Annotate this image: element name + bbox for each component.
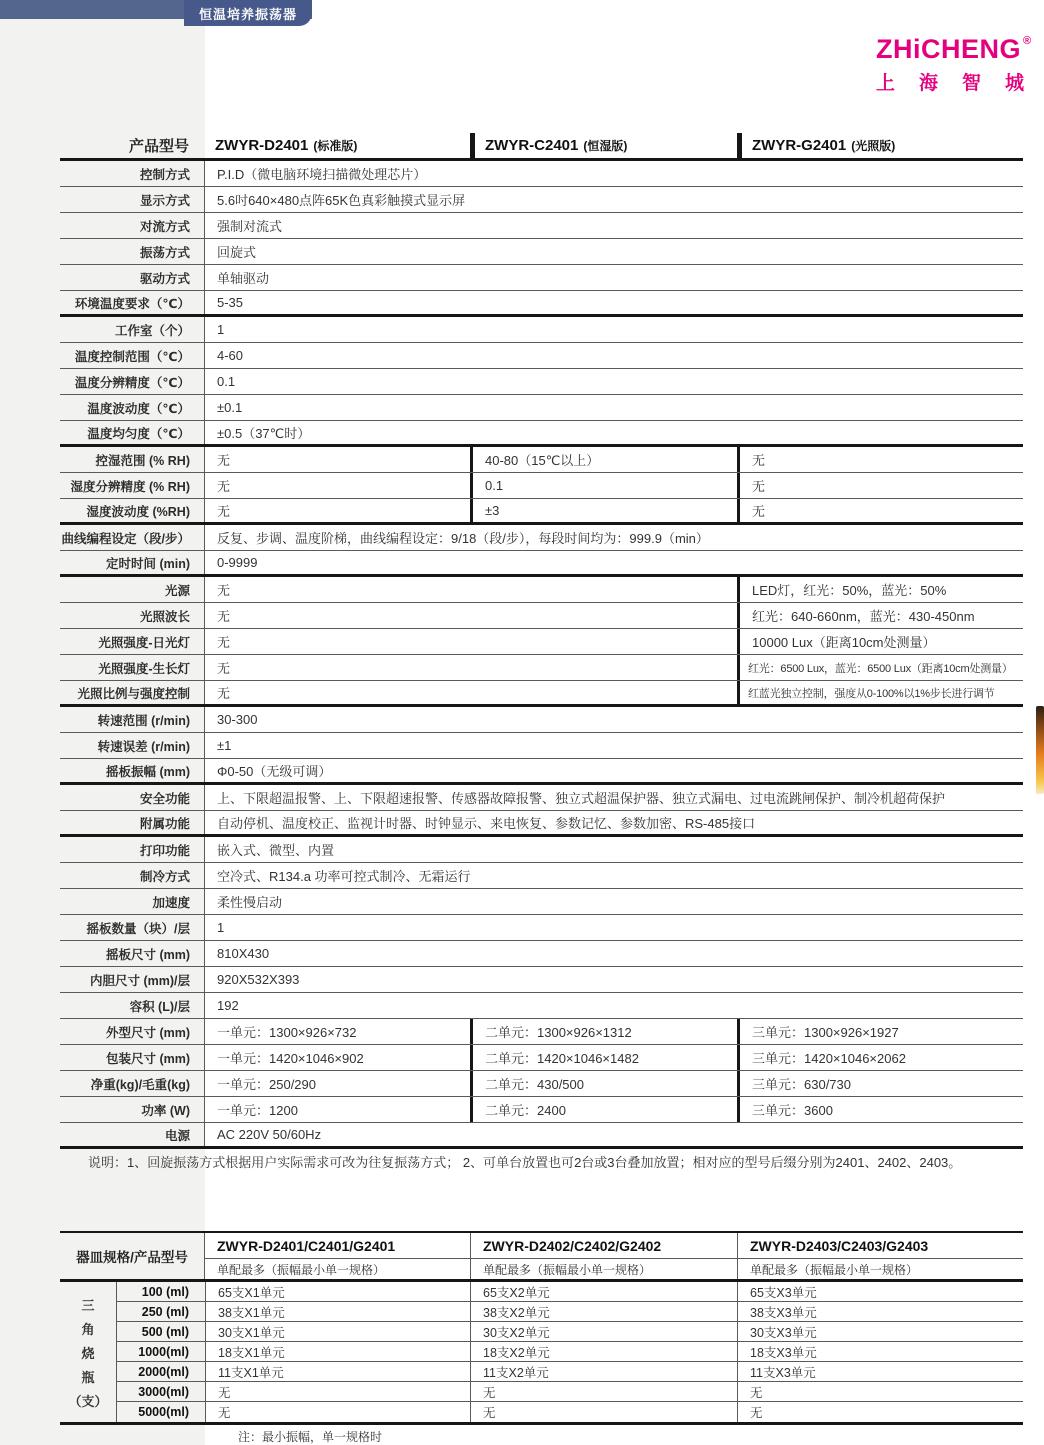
spec-cell: 一单元：1420×1046×902 [217, 1051, 364, 1066]
flask-header [60, 1233, 1023, 1282]
spec-row [60, 473, 1023, 499]
brand-subtitle-char: 智 [961, 73, 981, 94]
brand-subtitle-char: 上 [876, 73, 896, 94]
spec-row-label: 温度控制范围（℃） [60, 343, 205, 368]
spec-row [60, 707, 1023, 733]
flask-size-label: 3000(ml) [138, 1384, 189, 1399]
flask-cell: 38支X3单元 [737, 1302, 1023, 1321]
flask-size-label: 2000(ml) [138, 1364, 189, 1379]
spec-cell: 无 [217, 609, 231, 624]
flask-subheader: 单配最多（振幅最小单一规格） [217, 1262, 386, 1277]
spec-row [60, 577, 1023, 603]
flask-model-column [737, 1233, 1023, 1279]
spec-row [60, 915, 1023, 941]
flask-category [60, 1282, 117, 1422]
flask-cell: 18支X2单元 [470, 1342, 737, 1361]
flask-row [117, 1282, 1023, 1302]
flask-rows [117, 1282, 1023, 1422]
spec-row-label: 控湿范围 (% RH) [60, 447, 205, 472]
spec-cell: 一单元：1300×926×732 [217, 1025, 357, 1040]
spec-cell: 4-60 [217, 348, 244, 363]
spec-cell: ±1 [217, 738, 232, 753]
spec-row-label: 容积 (L)/层 [60, 993, 205, 1018]
spec-row [60, 239, 1023, 265]
flask-cell: 65支X3单元 [737, 1282, 1023, 1301]
spec-row-label: 光照强度-日光灯 [60, 629, 205, 654]
spec-row-label: 外型尺寸 (mm) [60, 1019, 205, 1044]
flask-row [117, 1382, 1023, 1402]
flask-cell: 30支X1单元 [205, 1322, 470, 1341]
spec-row [60, 603, 1023, 629]
spec-row [60, 811, 1023, 837]
spec-row [60, 681, 1023, 707]
spec-cell: 10000 Lux（距离10cm处测量） [737, 629, 1023, 654]
flask-cell: 无 [205, 1402, 470, 1422]
spec-cell: 柔性慢启动 [217, 895, 283, 910]
spec-row [60, 551, 1023, 577]
spec-table [60, 133, 1023, 1149]
spec-cell: 三单元：1420×1046×2062 [737, 1045, 1023, 1070]
spec-row [60, 213, 1023, 239]
spec-cell: 40-80（15℃以上） [470, 447, 737, 472]
spec-row [60, 941, 1023, 967]
spec-header-corner: 产品型号 [128, 138, 189, 155]
spec-cell: 无 [217, 686, 231, 701]
spec-rows [60, 161, 1023, 1149]
spec-row-label: 光照波长 [60, 603, 205, 628]
flask-category-char: 烧 [81, 1345, 95, 1361]
spec-row [60, 447, 1023, 473]
spec-row [60, 317, 1023, 343]
spec-cell: LED灯，红光：50%，蓝光：50% [737, 577, 1023, 602]
spec-row [60, 1097, 1023, 1123]
flask-header-corner: 器皿规格/产品型号 [60, 1233, 205, 1279]
spec-row-label: 制冷方式 [60, 863, 205, 888]
flask-cell: 65支X2单元 [470, 1282, 737, 1301]
flask-size-label: 1000(ml) [138, 1344, 189, 1359]
flask-cell: 11支X3单元 [737, 1362, 1023, 1381]
spec-cell: 810X430 [217, 946, 270, 961]
model-name: ZWYR-G2401 [752, 137, 847, 154]
spec-row-label: 温度均匀度（℃） [60, 421, 205, 444]
spec-row [60, 1019, 1023, 1045]
spec-row [60, 733, 1023, 759]
flask-cell: 11支X2单元 [470, 1362, 737, 1381]
spec-row [60, 655, 1023, 681]
spec-row [60, 161, 1023, 187]
spec-cell: 无 [737, 447, 1023, 472]
flask-category-char: 三 [81, 1297, 95, 1313]
flask-cell: 30支X2单元 [470, 1322, 737, 1341]
flask-cell: 30支X3单元 [737, 1322, 1023, 1341]
spec-cell: 空冷式、R134.a 功率可控式制冷、无霜运行 [217, 869, 471, 884]
brand-logo-text: ZHiCHENG [876, 34, 1021, 64]
flask-cell: 无 [470, 1382, 737, 1401]
spec-row-label: 功率 (W) [60, 1097, 205, 1122]
flask-cell: 38支X2单元 [470, 1302, 737, 1321]
flask-cell: 18支X3单元 [737, 1342, 1023, 1361]
spec-cell: 无 [217, 453, 231, 468]
flask-row [117, 1322, 1023, 1342]
flask-category-char: 瓶 [81, 1369, 95, 1385]
spec-row-label: 显示方式 [60, 187, 205, 212]
spec-row [60, 525, 1023, 551]
flask-footnote: 注：最小振幅，单一规格时 [238, 1430, 383, 1444]
spec-cell: 反复、步调、温度阶梯，曲线编程设定：9/18（段/步），每段时间均为：999.9（min） [217, 531, 709, 546]
spec-row-label: 温度波动度（℃） [60, 395, 205, 420]
spec-cell: 无 [217, 661, 231, 676]
flask-category-char: 角 [81, 1321, 95, 1337]
spec-row-label: 湿度波动度 (%RH) [60, 499, 205, 522]
spec-row [60, 863, 1023, 889]
spec-cell: P.I.D（微电脑环境扫描微处理芯片） [217, 167, 427, 182]
flask-cell: 65支X1单元 [205, 1282, 470, 1301]
flask-cell: 11支X1单元 [205, 1362, 470, 1381]
spec-cell: 1 [217, 920, 225, 935]
model-variant: (恒湿版) [583, 139, 628, 153]
spec-row [60, 837, 1023, 863]
spec-cell: 无 [217, 479, 231, 494]
spec-cell: 1 [217, 322, 225, 337]
spec-row-label: 光源 [60, 577, 205, 602]
spec-cell: 嵌入式、微型、内置 [217, 843, 335, 858]
flask-row [117, 1362, 1023, 1382]
brand-logo-subtitle [876, 68, 1024, 95]
spec-cell: 一单元：1200 [217, 1103, 298, 1118]
spec-cell: 0.1 [217, 374, 236, 389]
registered-mark-icon: ® [1023, 35, 1032, 47]
spec-row-label: 光照强度-生长灯 [60, 655, 205, 680]
spec-row-label: 打印功能 [60, 837, 205, 862]
spec-row [60, 785, 1023, 811]
spec-row-label: 曲线编程设定（段/步） [60, 525, 205, 550]
spec-row-label: 工作室（个） [60, 317, 205, 342]
flask-cell: 无 [737, 1382, 1023, 1401]
spec-row [60, 343, 1023, 369]
spec-header [60, 133, 1023, 161]
model-name: ZWYR-C2401 [485, 137, 579, 154]
flask-subheader: 单配最多（振幅最小单一规格） [750, 1262, 919, 1277]
flask-cols [205, 1233, 1023, 1279]
spec-cell: 二单元：1300×926×1312 [470, 1019, 737, 1044]
spec-cell: ±3 [470, 499, 737, 522]
spec-cell: 无 [217, 504, 231, 519]
flask-table [60, 1231, 1023, 1425]
spec-row-label: 环境温度要求（℃） [60, 291, 205, 314]
spec-cell: 30-300 [217, 712, 258, 727]
spec-row [60, 291, 1023, 317]
spec-row-label: 摇板数量（块）/层 [60, 915, 205, 940]
model-variant: (光照版) [851, 139, 896, 153]
model-name: ZWYR-D2401 [215, 137, 309, 154]
spec-cell: 无 [217, 583, 231, 598]
flask-size-label: 500 (ml) [141, 1324, 189, 1339]
flask-row [117, 1402, 1023, 1422]
spec-row [60, 889, 1023, 915]
spec-cell: 二单元：430/500 [470, 1071, 737, 1096]
category-tab-label: 恒温培养振荡器 [198, 6, 297, 22]
brand-logo [876, 34, 1032, 95]
spec-cell: 0-9999 [217, 555, 258, 570]
spec-row [60, 421, 1023, 447]
flask-model-name: ZWYR-D2402/C2402/G2402 [471, 1233, 737, 1259]
spec-cell: AC 220V 50/60Hz [217, 1127, 322, 1142]
flask-category-char: （支） [68, 1393, 108, 1409]
spec-cell: 回旋式 [217, 245, 257, 260]
spec-row-label: 电源 [60, 1123, 205, 1146]
spec-cell: Φ0-50（无级可调） [217, 764, 332, 779]
flask-row [117, 1342, 1023, 1362]
spec-row [60, 369, 1023, 395]
spec-cell: 单轴驱动 [217, 271, 270, 286]
spec-row-label: 定时时间 (min) [60, 551, 205, 574]
flask-model-name: ZWYR-D2403/C2403/G2403 [738, 1233, 1023, 1259]
spec-row-label: 包装尺寸 (mm) [60, 1045, 205, 1070]
flask-cell: 38支X1单元 [205, 1302, 470, 1321]
spec-header-model-c2401 [470, 133, 737, 158]
brand-subtitle-char: 城 [1004, 73, 1024, 94]
spec-cell: 无 [737, 473, 1023, 498]
spec-header-model-g2401 [737, 133, 1023, 158]
flask-model-column [470, 1233, 737, 1279]
spec-cell: 二单元：2400 [470, 1097, 737, 1122]
flask-model-column [205, 1233, 470, 1279]
spec-cell: 三单元：1300×926×1927 [737, 1019, 1023, 1044]
spec-row-label: 湿度分辨精度 (% RH) [60, 473, 205, 498]
spec-cell: 5.6吋640×480点阵65K色真彩触摸式显示屏 [217, 193, 466, 208]
spec-row [60, 759, 1023, 785]
brand-subtitle-char: 海 [918, 73, 938, 94]
spec-row [60, 1071, 1023, 1097]
flask-model-name: ZWYR-D2401/C2401/G2401 [205, 1233, 470, 1259]
spec-row [60, 629, 1023, 655]
flask-cell: 无 [205, 1382, 470, 1401]
spec-row-label: 振荡方式 [60, 239, 205, 264]
spec-row [60, 993, 1023, 1019]
spec-row-label: 摇板尺寸 (mm) [60, 941, 205, 966]
flask-row [117, 1302, 1023, 1322]
spec-row [60, 1045, 1023, 1071]
spec-row-label: 安全功能 [60, 785, 205, 810]
spec-cell: 红光：6500 Lux，蓝光：6500 Lux（距离10cm处测量） [737, 655, 1023, 680]
spec-row-label: 控制方式 [60, 161, 205, 186]
spec-cell: ±0.5（37℃时） [217, 426, 311, 441]
spec-row-label: 温度分辨精度（℃） [60, 369, 205, 394]
spec-row-label: 光照比例与强度控制 [60, 681, 205, 704]
category-tab [184, 0, 312, 26]
spec-cell: 自动停机、温度校正、监视计时器、时钟显示、来电恢复、参数记忆、参数加密、RS-485接口 [217, 816, 756, 831]
spec-row [60, 265, 1023, 291]
spec-row-label: 转速范围 (r/min) [60, 707, 205, 732]
spec-row-label: 净重(kg)/毛重(kg) [60, 1071, 205, 1096]
spec-cell: 三单元：3600 [737, 1097, 1023, 1122]
spec-cell: 920X532X393 [217, 972, 300, 987]
spec-cell: 强制对流式 [217, 219, 283, 234]
spec-cell: 二单元：1420×1046×1482 [470, 1045, 737, 1070]
spec-cell: 无 [217, 635, 231, 650]
spec-cell: 一单元：250/290 [217, 1077, 316, 1092]
spec-row [60, 1123, 1023, 1149]
spec-header-model-d2401 [205, 133, 470, 158]
spec-cell: 无 [737, 499, 1023, 522]
page-edge-image [1036, 706, 1044, 794]
spec-row-label: 驱动方式 [60, 265, 205, 290]
spec-row [60, 187, 1023, 213]
remark-note: 说明：1、回旋振荡方式根据用户实际需求可改为往复振荡方式； 2、可单台放置也可2台或3台叠加放置；相对应的型号后缀分别为2401、2402、2403。 [88, 1155, 962, 1170]
spec-cell: 0.1 [470, 473, 737, 498]
model-variant: (标准版) [313, 139, 358, 153]
spec-cell: 5-35 [217, 295, 244, 310]
spec-cell: 192 [217, 998, 239, 1013]
flask-cell: 无 [737, 1402, 1023, 1422]
spec-row [60, 395, 1023, 421]
spec-cell: 红蓝光独立控制，强度从0-100%以1%步长进行调节 [737, 681, 1023, 704]
flask-size-label: 100 (ml) [141, 1284, 189, 1299]
spec-row-label: 内胆尺寸 (mm)/层 [60, 967, 205, 992]
spec-row-label: 摇板振幅 (mm) [60, 759, 205, 782]
spec-row [60, 967, 1023, 993]
spec-row-label: 附属功能 [60, 811, 205, 834]
flask-cell: 无 [470, 1402, 737, 1422]
spec-row-label: 加速度 [60, 889, 205, 914]
spec-row-label: 转速误差 (r/min) [60, 733, 205, 758]
spec-cell: ±0.1 [217, 400, 243, 415]
spec-row-label: 对流方式 [60, 213, 205, 238]
flask-size-label: 250 (ml) [141, 1304, 189, 1319]
spec-cell: 三单元：630/730 [737, 1071, 1023, 1096]
flask-body [60, 1282, 1023, 1425]
spec-row [60, 499, 1023, 525]
flask-subheader: 单配最多（振幅最小单一规格） [483, 1262, 652, 1277]
spec-cell: 上、下限超温报警、上、下限超速报警、传感器故障报警、独立式超温保护器、独立式漏电、过电流跳闸保护、制冷机超荷保护 [217, 791, 946, 806]
spec-cell: 红光：640-660nm，蓝光：430-450nm [737, 603, 1023, 628]
flask-cell: 18支X1单元 [205, 1342, 470, 1361]
flask-size-label: 5000(ml) [138, 1405, 189, 1419]
